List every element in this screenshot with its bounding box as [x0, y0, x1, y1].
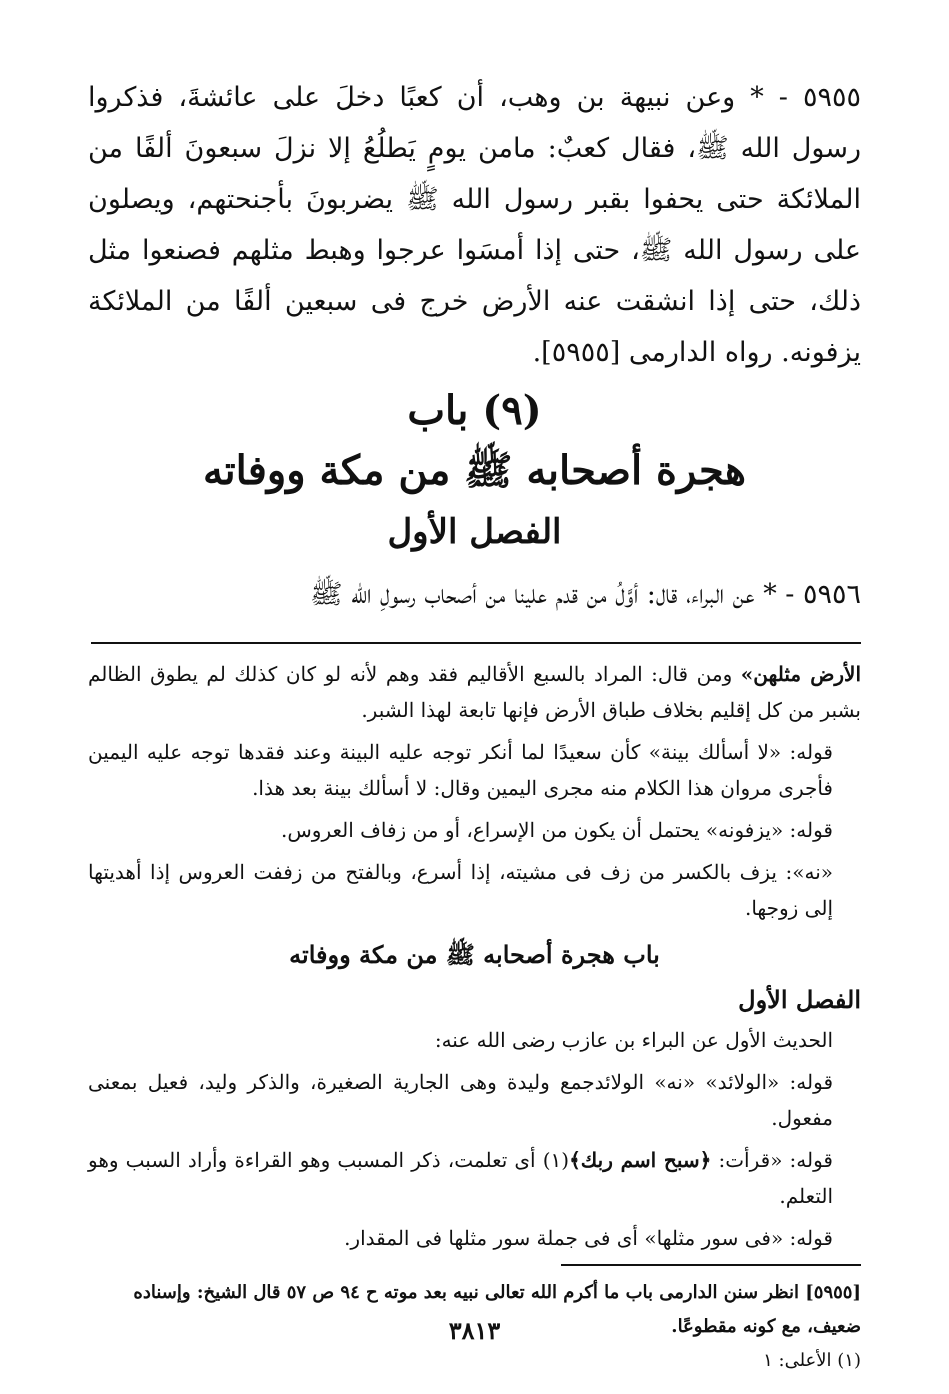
- divider: [91, 642, 861, 644]
- commentary-paragraph: قوله: «فى سور مثلها» أى فى جملة سور مثلها فى المقدار.: [344, 1226, 833, 1250]
- commentary: [88, 656, 861, 1256]
- chapter-number: (٩) باب: [407, 387, 542, 434]
- footnote: [٥٩٥٥] انظر سنن الدارمى باب ما أكرم الله تعالى نبيه بعد موته ح ٩٤ ص ٥٧ قال الشيخ: وإسناده ضعيف، مع كونه مقطوعًا.: [133, 1282, 861, 1337]
- commentary-paragraph: الحديث الأول عن البراء بن عازب رضى الله عنه:: [434, 1028, 833, 1052]
- commentary-text: قوله: «قرأت:: [711, 1148, 833, 1172]
- footnote: (١) الأعلى: ١: [763, 1350, 861, 1371]
- hadith-5956: ٥٩٥٦ - * عن البراء، قال: أوَّلُ من قدم علينا من أصحاب رسولِ الله ﷺ: [310, 579, 861, 610]
- commentary-bold-term: الأرض مثلهن»: [740, 662, 862, 686]
- commentary-paragraph: قوله: «لا أسألك بينة» كأن سعيدًا لما أنكر توجه عليه البينة وعند فقدها توجه عليه اليمين فأجرى مروان هذا الكلام منه مجرى اليمين وقال: لا أسألك بينة بعد هذا.: [88, 740, 833, 800]
- footnote-divider: [561, 1264, 861, 1266]
- commentary-heading: باب هجرة أصحابه ﷺ من مكة ووفاته: [289, 940, 660, 969]
- chapter-header: [88, 382, 861, 562]
- commentary-section: الفصل الأول: [738, 985, 861, 1014]
- hadith-5955: ٥٩٥٥ - * وعن نبيهة بن وهب، أن كعبًا دخلَ على عائشةَ، فذكروا رسول الله ﷺ، فقال كعبٌ: مامن يومٍ يَطلُعُ إلا نزلَ سبعونَ ألفًا من الملائكة حتى يحفوا بقبر رسول الله ﷺ يضربونَ بأجنحتهم، ويصلون على رسول الله ﷺ، حتى إذا أمسَوا عرجوا وهبط مثلهم فصنعوا مثل ذلك، حتى إذا انشقت عنه الأرض خرج فى سبعين ألفًا من الملائكة يزفونه. رواه الدارمى [٥٩٥٥].: [88, 82, 862, 368]
- commentary-text: (١) أى تعلمت، ذكر المسبب وهو القراءة وأراد السبب وهو التعلم.: [88, 1148, 833, 1208]
- commentary-paragraph: [88, 656, 861, 728]
- commentary-text: ومن قال: المراد بالسبع الأقاليم فقد وهم لأنه لو كان كذلك لم يطوق الظالم بشبر من كل إقليم بخلاف طباق الأرض فإنها تابعة لهذا الشبر.: [88, 662, 861, 722]
- commentary-paragraph: قوله: «الولائد» «نه» الولائدجمع وليدة وهى الجارية الصغيرة، والذكر وليد، فعيل بمعنى مفعول.: [88, 1070, 833, 1130]
- page-number: ٣٨١٣: [448, 1316, 501, 1345]
- chapter-title: هجرة أصحابه ﷺ من مكة ووفاته: [203, 447, 746, 494]
- commentary-paragraph: [88, 1142, 861, 1214]
- chapter-section: الفصل الأول: [387, 512, 562, 552]
- quran-quote: ﴿سبح اسم ربك﴾: [569, 1148, 712, 1172]
- commentary-paragraph: قوله: «يزفونه» يحتمل أن يكون من الإسراع، أو من زفاف العروس.: [281, 818, 833, 842]
- commentary-paragraph: «نه»: يزف بالكسر من زف فى مشيته، إذا أسرع، وبالفتح من زففت العروس إذا أهديتها إلى زوجها.: [88, 860, 833, 920]
